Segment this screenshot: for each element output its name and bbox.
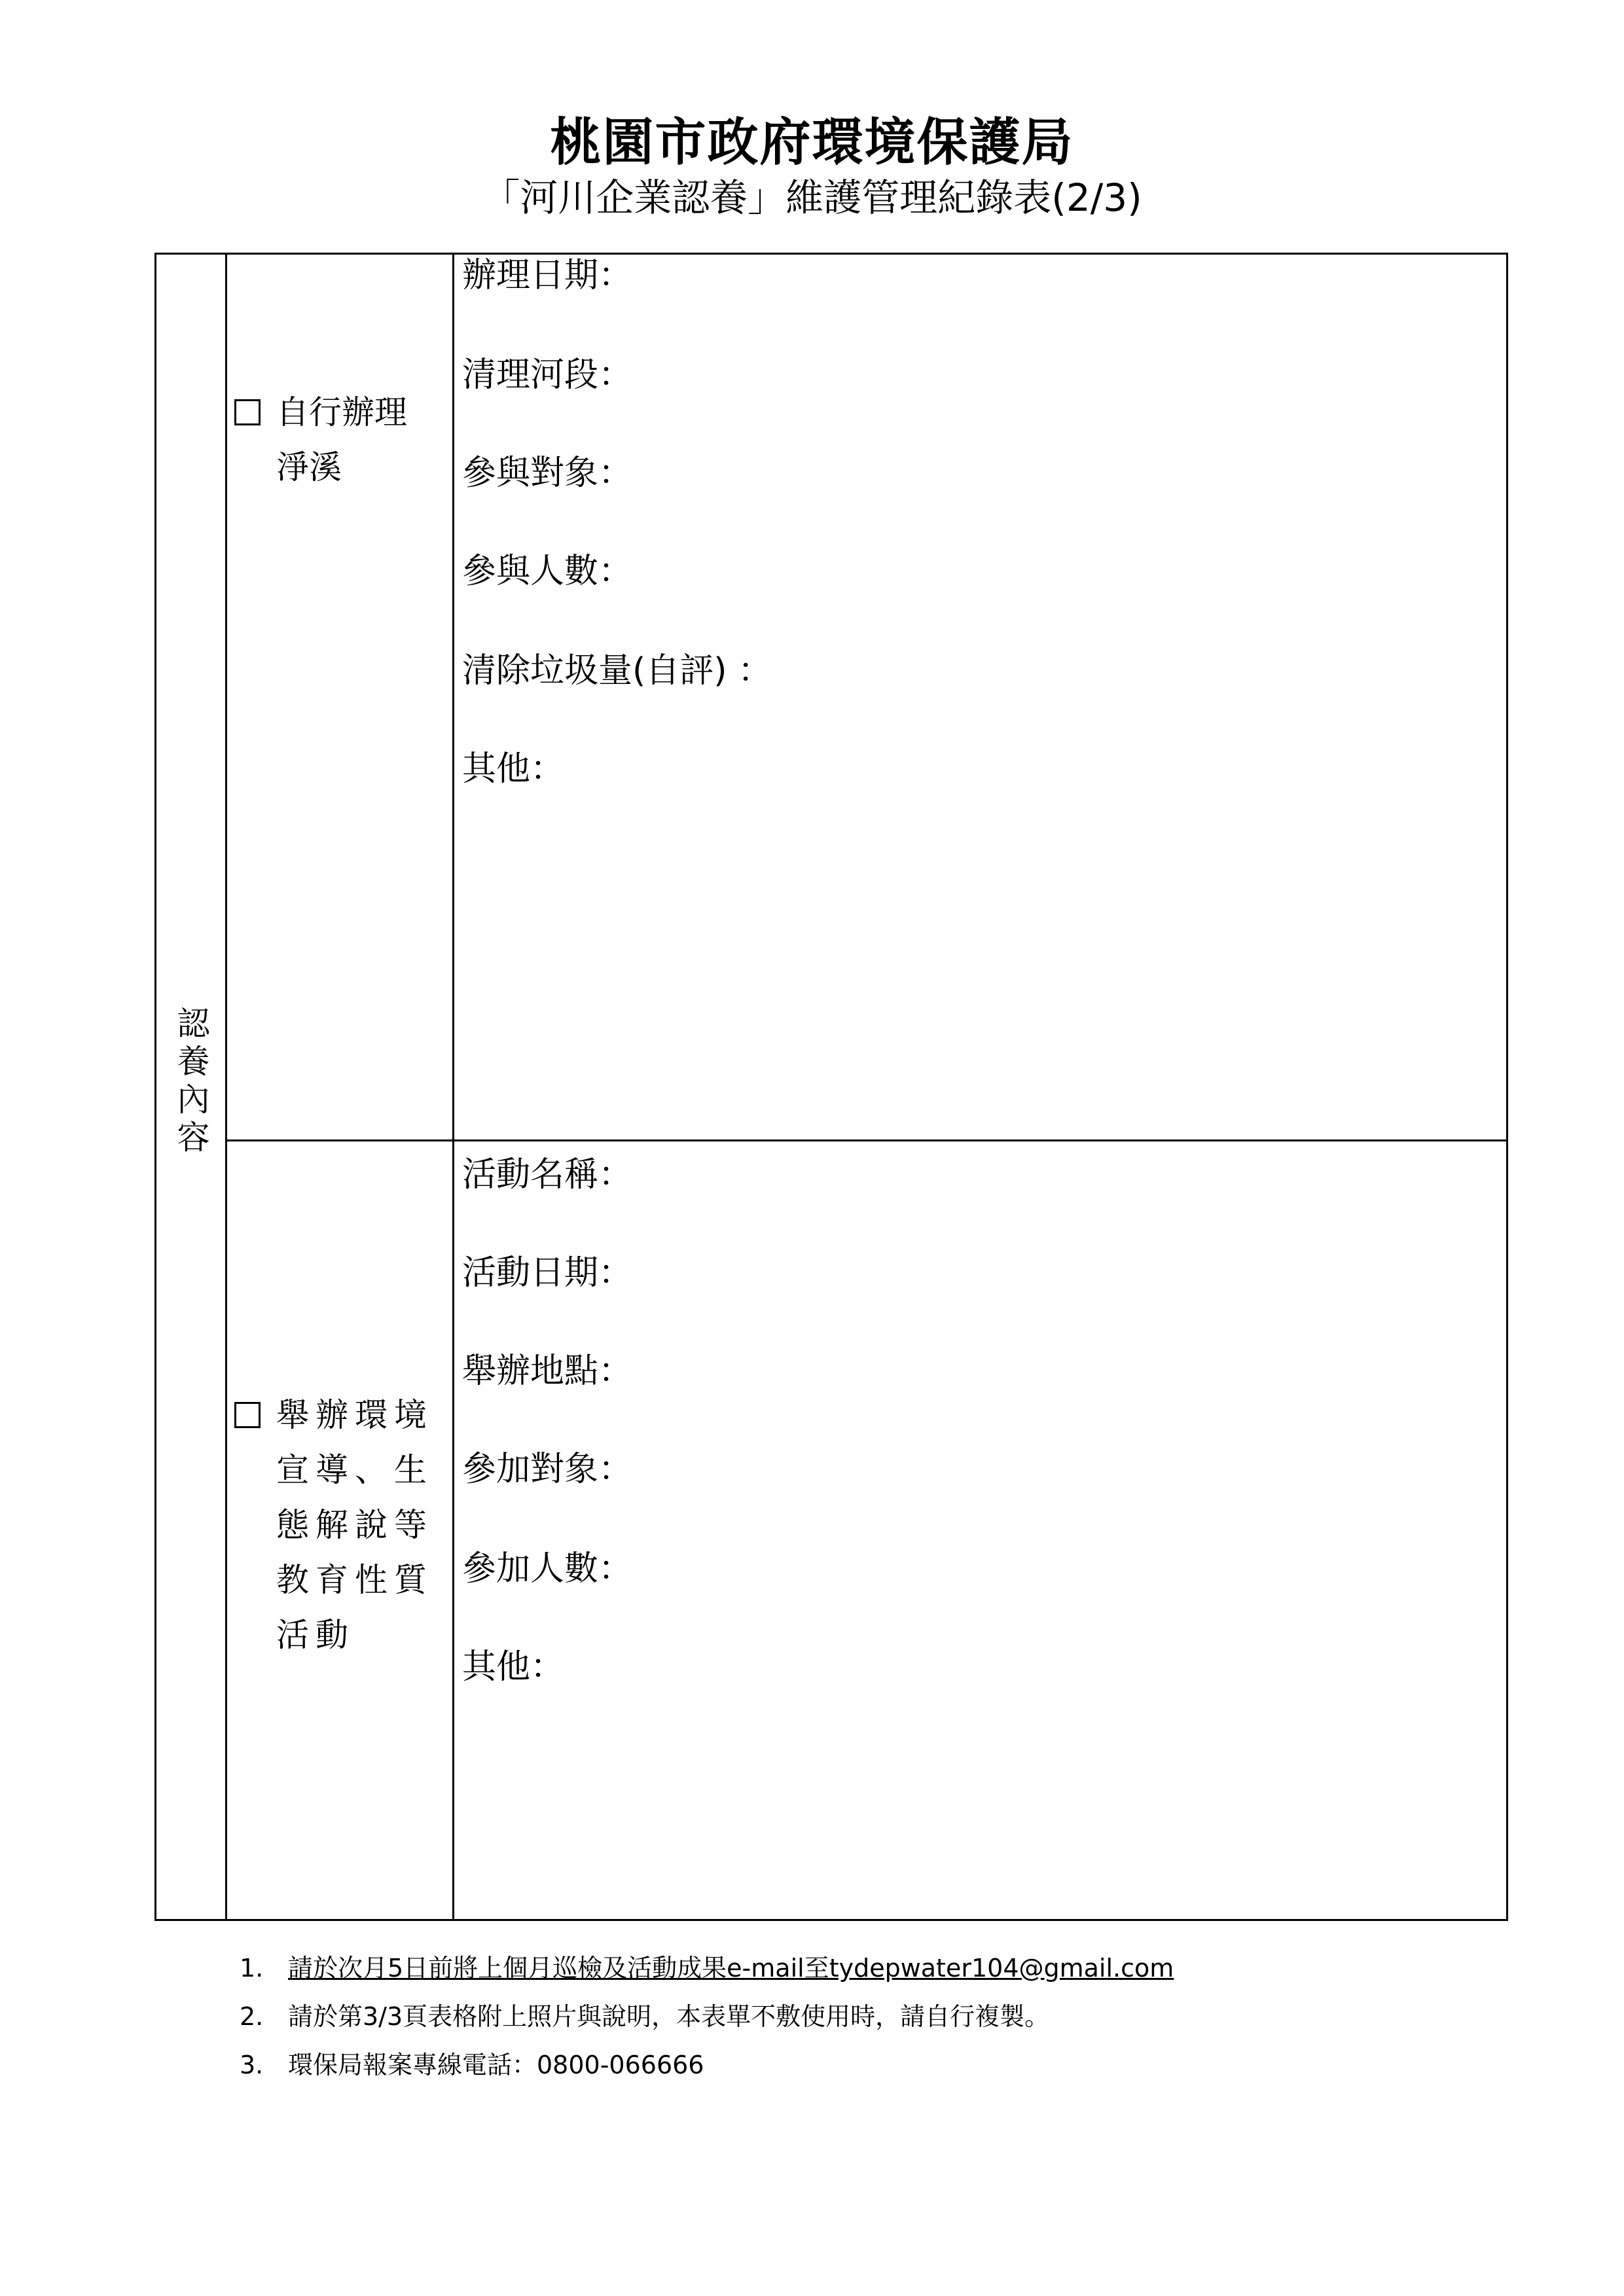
option-education[interactable] xyxy=(234,1388,457,1662)
note-number: 1. xyxy=(240,1954,264,1982)
field-attendee-count: 參加人數： xyxy=(462,1549,633,1588)
note-text: 環保局報案專線電話：0800-066666 xyxy=(288,2051,704,2079)
education-checkbox[interactable] xyxy=(234,1402,261,1428)
self-cleanup-label: 自行辦理淨溪 xyxy=(276,393,407,486)
field-venue: 舉辦地點： xyxy=(462,1352,633,1391)
field-attendees: 參加對象： xyxy=(462,1450,633,1489)
field-participants: 參與對象： xyxy=(462,454,633,493)
field-participant-count: 參與人數： xyxy=(462,552,633,591)
field-cleanup-section: 清理河段： xyxy=(462,355,633,395)
field-activity-date: 活動日期： xyxy=(462,1253,633,1293)
field-other: 其他： xyxy=(462,1647,565,1687)
page-title: 桃園市政府環境保護局 xyxy=(550,113,1074,172)
note-email-link[interactable]: 請於次月5日前將上個月巡檢及活動成果e-mail至tydepwater104@gmail.com xyxy=(288,1954,1174,1982)
self-cleanup-checkbox[interactable] xyxy=(234,399,261,425)
field-activity-name: 活動名稱： xyxy=(462,1155,633,1194)
note-number: 3. xyxy=(240,2051,264,2079)
note-item xyxy=(240,1944,1174,1992)
section-label-cell xyxy=(156,254,226,1920)
record-form-table xyxy=(154,253,1508,1921)
field-other: 其他： xyxy=(462,749,565,789)
notes-list xyxy=(240,1944,1174,2089)
education-label: 舉辦環境宣導、生態解說等教育性質活動 xyxy=(276,1396,433,1654)
note-number: 2. xyxy=(240,2002,264,2031)
note-text: 請於第3/3頁表格附上照片與說明，本表單不敷使用時，請自行複製。 xyxy=(288,2002,1050,2031)
section-label: 認養內容 xyxy=(171,1006,210,1158)
field-event-date: 辦理日期： xyxy=(462,256,633,295)
note-item xyxy=(240,2041,1174,2089)
note-item xyxy=(240,1992,1174,2041)
option-self-cleanup[interactable] xyxy=(234,385,450,495)
page-subtitle: 「河川企業認養」維護管理紀錄表(2/3) xyxy=(482,175,1142,220)
field-garbage-amount: 清除垃圾量(自評) ： xyxy=(462,651,772,691)
